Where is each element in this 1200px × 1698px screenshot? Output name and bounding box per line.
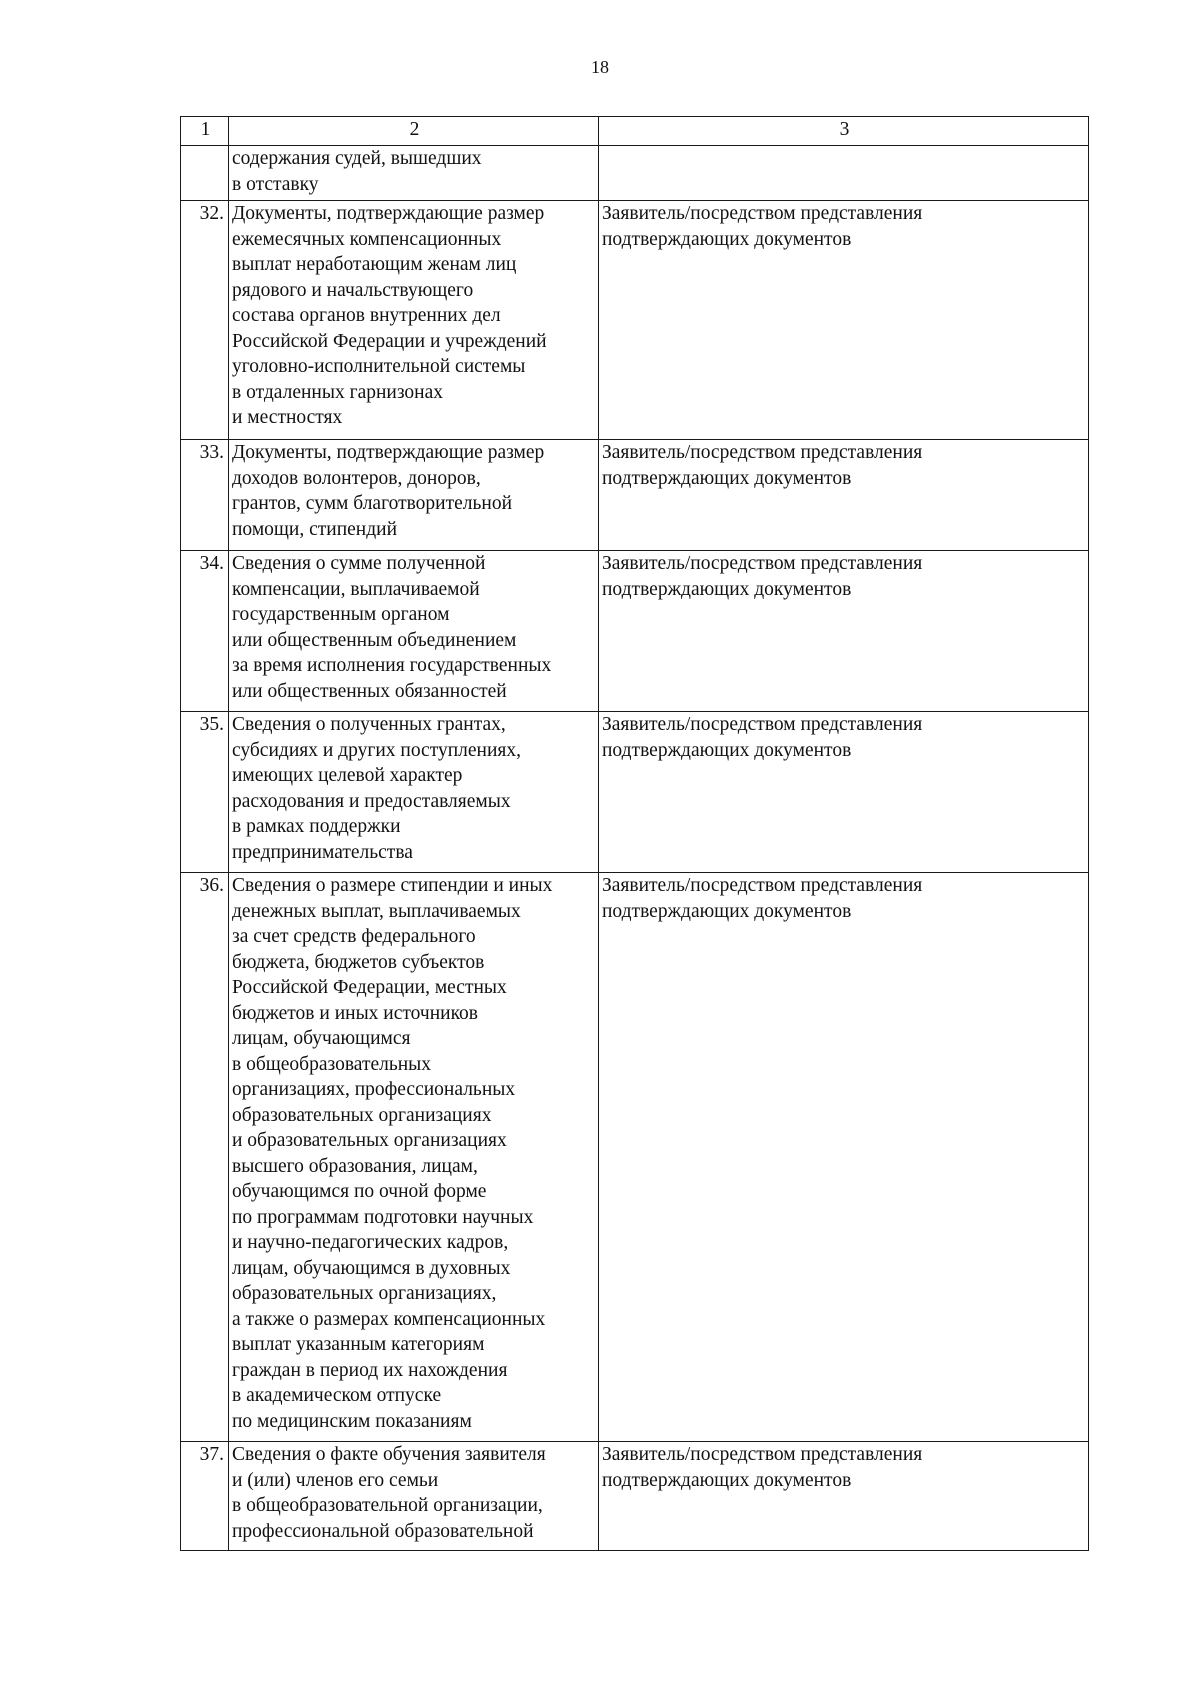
description-line: в отдаленных гарнизонах xyxy=(232,381,444,403)
source-line: подтверждающих документов xyxy=(602,739,852,761)
description-line: субсидиях и других поступлениях, xyxy=(232,739,522,761)
description-line: Документы, подтверждающие размер xyxy=(232,203,545,224)
document-source xyxy=(599,1442,1089,1551)
description-line: обучающимся по очной форме xyxy=(232,1181,487,1202)
table-row xyxy=(181,551,1089,712)
document-source xyxy=(599,712,1089,873)
document-description xyxy=(229,873,599,1442)
document-description xyxy=(229,201,599,440)
description-line: содержания судей, вышедших xyxy=(232,148,482,169)
description-line: Документы, подтверждающие размер xyxy=(232,442,545,463)
page-number: 18 xyxy=(591,57,609,77)
description-line: Сведения о сумме полученной xyxy=(232,553,486,574)
source-line: подтверждающих документов xyxy=(602,578,852,600)
description-line: высшего образования, лицам, xyxy=(232,1155,478,1177)
description-line: по программам подготовки научных xyxy=(232,1206,534,1228)
source-line: Заявитель/посредством представления xyxy=(602,875,923,896)
description-line: профессиональной образовательной xyxy=(232,1520,534,1542)
source-line: подтверждающих документов xyxy=(602,467,852,489)
description-line: Сведения о факте обучения заявителя xyxy=(232,1444,546,1465)
description-line: образовательных организациях, xyxy=(232,1283,497,1304)
description-line: Российской Федерации и учреждений xyxy=(232,330,547,352)
table-row xyxy=(181,146,1089,201)
description-line: и (или) членов его семьи xyxy=(232,1469,439,1491)
description-line: а также о размерах компенсационных xyxy=(232,1308,546,1330)
description-line: бюджета, бюджетов субъектов xyxy=(232,951,485,973)
row-number xyxy=(181,146,229,201)
description-line: состава органов внутренних дел xyxy=(232,305,501,326)
source-line: подтверждающих документов xyxy=(602,228,852,250)
document-source xyxy=(599,551,1089,712)
description-line: и местностях xyxy=(232,407,343,428)
description-line: денежных выплат, выплачиваемых xyxy=(232,900,521,922)
source-line: подтверждающих документов xyxy=(602,900,852,922)
description-line: помощи, стипендий xyxy=(232,518,398,540)
description-line: в академическом отпуске xyxy=(232,1385,442,1406)
description-line: предпринимательства xyxy=(232,841,413,863)
description-line: государственным органом xyxy=(232,604,450,625)
source-line: Заявитель/посредством представления xyxy=(602,442,923,463)
description-line: в общеобразовательной организации, xyxy=(232,1495,543,1516)
description-line: по медицинским показаниям xyxy=(232,1410,472,1432)
row-number: 35. xyxy=(181,712,229,873)
document-description xyxy=(229,1442,599,1551)
document-source xyxy=(599,873,1089,1442)
source-line: Заявитель/посредством представления xyxy=(602,203,923,224)
description-line: за счет средств федерального xyxy=(232,926,476,947)
document-source xyxy=(599,201,1089,440)
description-line: выплат указанным категориям xyxy=(232,1334,485,1355)
description-line: компенсации, выплачиваемой xyxy=(232,578,480,600)
description-line: выплат неработающим женам лиц xyxy=(232,254,517,275)
description-line: организациях, профессиональных xyxy=(232,1079,516,1100)
description-line: ежемесячных компенсационных xyxy=(232,228,502,250)
source-line: Заявитель/посредством представления xyxy=(602,714,923,735)
description-line: и научно-педагогических кадров, xyxy=(232,1232,509,1253)
table-row xyxy=(181,873,1089,1442)
header-col-1: 1 xyxy=(181,117,229,146)
document-source xyxy=(599,440,1089,551)
description-line: доходов волонтеров, доноров, xyxy=(232,467,481,489)
row-number: 36. xyxy=(181,873,229,1442)
table-row xyxy=(181,1442,1089,1551)
description-line: бюджетов и иных источников xyxy=(232,1002,479,1024)
description-line: рядового и начальствующего xyxy=(232,279,474,301)
source-line: подтверждающих документов xyxy=(602,1469,852,1491)
description-line: Сведения о размере стипендии и иных xyxy=(232,875,553,896)
table-row xyxy=(181,440,1089,551)
description-line: в рамках поддержки xyxy=(232,816,401,837)
source-line: Заявитель/посредством представления xyxy=(602,1444,923,1465)
description-line: в общеобразовательных xyxy=(232,1053,432,1075)
document-description xyxy=(229,440,599,551)
header-col-3: 3 xyxy=(599,117,1089,146)
documents-table xyxy=(180,116,1089,1551)
description-line: образовательных организациях xyxy=(232,1104,492,1126)
description-line: грантов, сумм благотворительной xyxy=(232,493,513,514)
description-line: расходования и предоставляемых xyxy=(232,790,511,812)
header-col-2: 2 xyxy=(229,117,599,146)
table-row xyxy=(181,712,1089,873)
row-number: 34. xyxy=(181,551,229,712)
description-line: лицам, обучающимся в духовных xyxy=(232,1257,511,1279)
description-line: имеющих целевой характер xyxy=(232,765,463,786)
document-description xyxy=(229,551,599,712)
row-number: 33. xyxy=(181,440,229,551)
description-line: граждан в период их нахождения xyxy=(232,1359,508,1381)
document-description xyxy=(229,712,599,873)
description-line: Сведения о полученных грантах, xyxy=(232,714,506,735)
source-line: Заявитель/посредством представления xyxy=(602,553,923,574)
description-line: и образовательных организациях xyxy=(232,1130,507,1151)
row-number: 32. xyxy=(181,201,229,440)
description-line: или общественным объединением xyxy=(232,629,517,651)
description-line: в отставку xyxy=(232,173,319,195)
description-line: Российской Федерации, местных xyxy=(232,977,507,998)
description-line: уголовно-исполнительной системы xyxy=(232,356,526,377)
description-line: или общественных обязанностей xyxy=(232,680,507,702)
row-number: 37. xyxy=(181,1442,229,1551)
description-line: за время исполнения государственных xyxy=(232,655,552,676)
table-row xyxy=(181,201,1089,440)
document-source xyxy=(599,146,1089,201)
document-description xyxy=(229,146,599,201)
description-line: лицам, обучающимся xyxy=(232,1028,411,1049)
table-header-row xyxy=(181,117,1089,146)
